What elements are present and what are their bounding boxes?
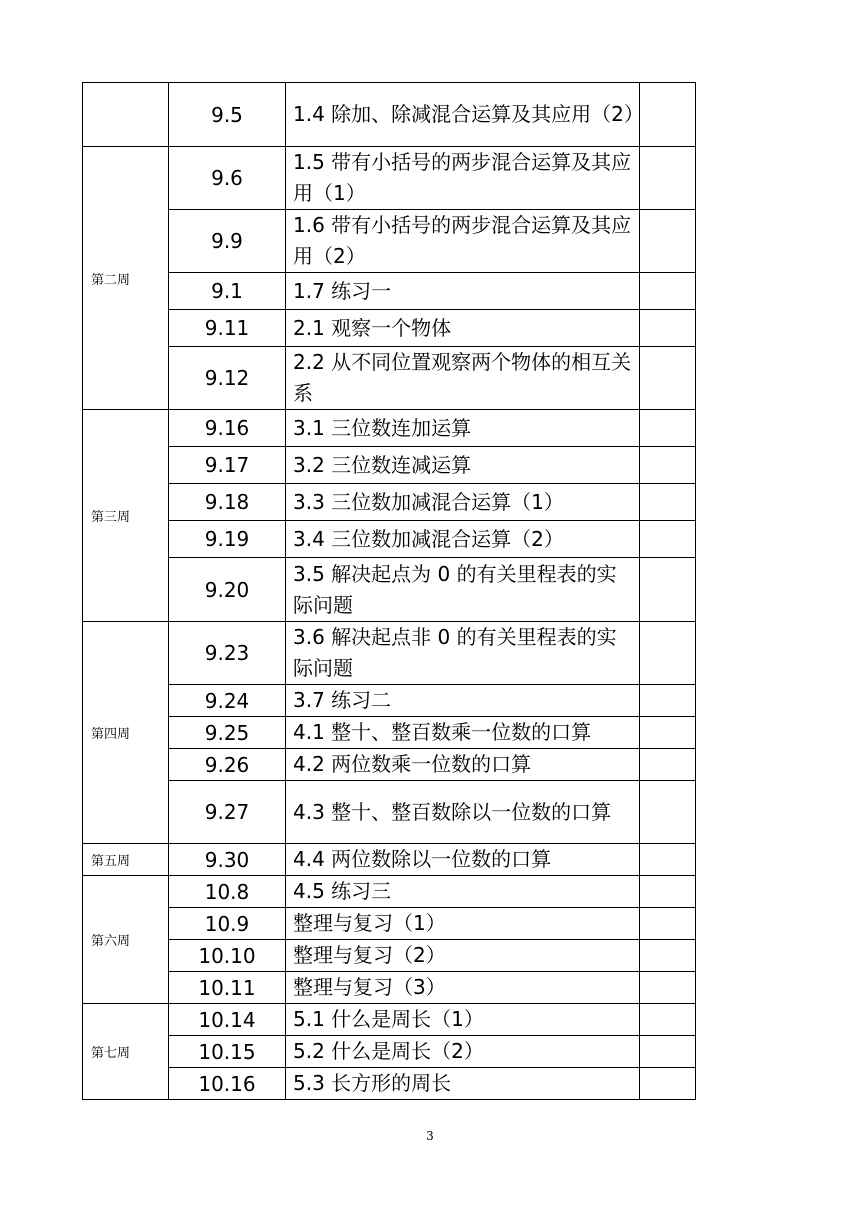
date-cell: 9.23	[169, 622, 286, 685]
lesson-cell: 3.7 练习二	[286, 685, 640, 717]
lesson-cell: 4.5 练习三	[286, 876, 640, 908]
table-row	[83, 749, 696, 781]
lesson-cell: 4.1 整十、整百数乘一位数的口算	[286, 717, 640, 749]
table-row	[83, 1004, 696, 1036]
date-cell: 9.30	[169, 844, 286, 876]
table-row	[83, 717, 696, 749]
lesson-cell: 3.1 三位数连加运算	[286, 410, 640, 447]
date-cell: 9.11	[169, 310, 286, 347]
lesson-cell: 整理与复习（1）	[286, 908, 640, 940]
note-cell	[640, 908, 696, 940]
date-cell: 9.25	[169, 717, 286, 749]
table-row	[83, 940, 696, 972]
table-row	[83, 210, 696, 273]
date-cell: 9.1	[169, 273, 286, 310]
table-row	[83, 622, 696, 685]
lesson-cell: 3.4 三位数加减混合运算（2）	[286, 521, 640, 558]
lesson-cell: 2.1 观察一个物体	[286, 310, 640, 347]
table-row	[83, 310, 696, 347]
lesson-cell: 5.3 长方形的周长	[286, 1068, 640, 1100]
date-cell: 10.14	[169, 1004, 286, 1036]
table-row	[83, 410, 696, 447]
lesson-cell: 5.1 什么是周长（1）	[286, 1004, 640, 1036]
table-row	[83, 908, 696, 940]
date-cell: 9.16	[169, 410, 286, 447]
note-cell	[640, 717, 696, 749]
note-cell	[640, 210, 696, 273]
lesson-cell: 3.3 三位数加减混合运算（1）	[286, 484, 640, 521]
date-cell: 9.12	[169, 347, 286, 410]
table-row	[83, 781, 696, 844]
note-cell	[640, 558, 696, 622]
week-label: 第五周	[83, 844, 169, 876]
date-cell: 10.10	[169, 940, 286, 972]
note-cell	[640, 844, 696, 876]
lesson-cell: 1.5 带有小括号的两步混合运算及其应用（1）	[286, 147, 640, 210]
date-cell: 9.20	[169, 558, 286, 622]
note-cell	[640, 1068, 696, 1100]
note-cell	[640, 749, 696, 781]
lesson-cell: 3.6 解决起点非 0 的有关里程表的实际问题	[286, 622, 640, 685]
table-row	[83, 1036, 696, 1068]
lesson-cell: 整理与复习（3）	[286, 972, 640, 1004]
table-row	[83, 83, 696, 147]
note-cell	[640, 685, 696, 717]
note-cell	[640, 83, 696, 147]
lesson-cell: 1.6 带有小括号的两步混合运算及其应用（2）	[286, 210, 640, 273]
table-row	[83, 844, 696, 876]
lesson-cell: 4.2 两位数乘一位数的口算	[286, 749, 640, 781]
table-row	[83, 1068, 696, 1100]
note-cell	[640, 781, 696, 844]
date-cell: 10.9	[169, 908, 286, 940]
date-cell: 10.16	[169, 1068, 286, 1100]
note-cell	[640, 310, 696, 347]
table-row	[83, 876, 696, 908]
lesson-cell: 1.4 除加、除减混合运算及其应用（2）	[286, 83, 640, 147]
week-label: 第七周	[83, 1004, 169, 1100]
week-label: 第四周	[83, 622, 169, 844]
note-cell	[640, 521, 696, 558]
date-cell: 9.27	[169, 781, 286, 844]
note-cell	[640, 273, 696, 310]
date-cell: 9.24	[169, 685, 286, 717]
date-cell: 10.15	[169, 1036, 286, 1068]
table-row	[83, 347, 696, 410]
note-cell	[640, 147, 696, 210]
lesson-cell: 4.4 两位数除以一位数的口算	[286, 844, 640, 876]
lesson-cell: 3.2 三位数连减运算	[286, 447, 640, 484]
note-cell	[640, 410, 696, 447]
note-cell	[640, 876, 696, 908]
lesson-cell: 1.7 练习一	[286, 273, 640, 310]
date-cell: 9.19	[169, 521, 286, 558]
week-label: 第三周	[83, 410, 169, 622]
note-cell	[640, 622, 696, 685]
date-cell: 9.9	[169, 210, 286, 273]
date-cell: 9.5	[169, 83, 286, 147]
table-row	[83, 484, 696, 521]
table-row	[83, 558, 696, 622]
note-cell	[640, 484, 696, 521]
note-cell	[640, 447, 696, 484]
lesson-cell: 4.3 整十、整百数除以一位数的口算	[286, 781, 640, 844]
date-cell: 9.26	[169, 749, 286, 781]
table-row	[83, 521, 696, 558]
lesson-cell: 2.2 从不同位置观察两个物体的相互关系	[286, 347, 640, 410]
date-cell: 10.11	[169, 972, 286, 1004]
note-cell	[640, 972, 696, 1004]
table-row	[83, 273, 696, 310]
note-cell	[640, 940, 696, 972]
table-row	[83, 147, 696, 210]
table-row	[83, 685, 696, 717]
schedule-table	[82, 82, 696, 1100]
note-cell	[640, 1036, 696, 1068]
page-number: 3	[426, 1129, 434, 1143]
week-label: 第六周	[83, 876, 169, 1004]
week-label: 第二周	[83, 147, 169, 410]
table-row	[83, 972, 696, 1004]
week-cell	[83, 83, 169, 147]
date-cell: 9.17	[169, 447, 286, 484]
lesson-cell: 5.2 什么是周长（2）	[286, 1036, 640, 1068]
date-cell: 9.6	[169, 147, 286, 210]
table-row	[83, 447, 696, 484]
note-cell	[640, 1004, 696, 1036]
lesson-cell: 整理与复习（2）	[286, 940, 640, 972]
date-cell: 10.8	[169, 876, 286, 908]
lesson-cell: 3.5 解决起点为 0 的有关里程表的实际问题	[286, 558, 640, 622]
date-cell: 9.18	[169, 484, 286, 521]
note-cell	[640, 347, 696, 410]
